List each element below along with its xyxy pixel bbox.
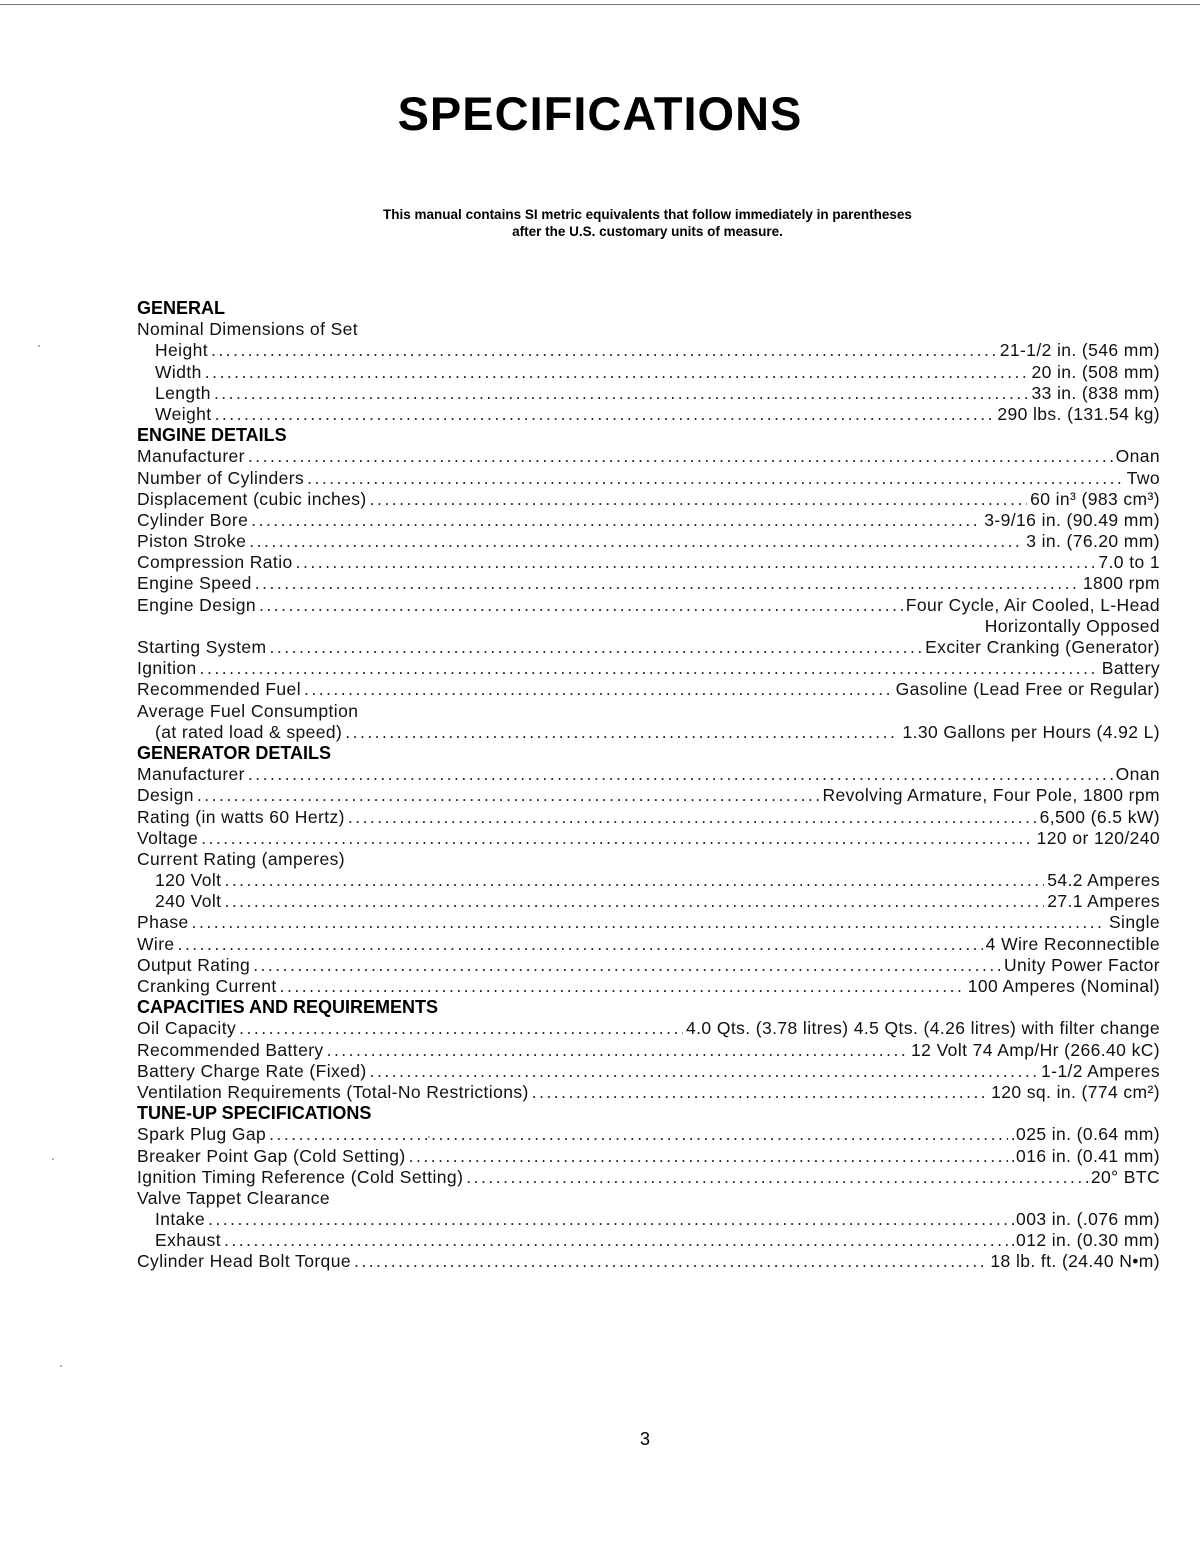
dot-leader bbox=[224, 1230, 1008, 1251]
spec-label: Wire bbox=[137, 933, 175, 954]
spec-label: Rating (in watts 60 Hertz) bbox=[137, 806, 345, 827]
scan-speck bbox=[60, 1365, 62, 1367]
spec-row-intake bbox=[137, 1209, 1160, 1230]
spec-label: Ventilation Requirements (Total-No Restrictions) bbox=[137, 1081, 529, 1102]
spec-label: Cranking Current bbox=[137, 976, 277, 996]
spec-label: Height bbox=[155, 340, 208, 361]
spec-value: 4.0 Qts. (3.78 litres) 4.5 Qts. (4.26 litres) with filter change bbox=[686, 1018, 1160, 1039]
spec-row-engine-speed bbox=[137, 573, 1160, 594]
spec-value: .012 in. (0.30 mm) bbox=[1010, 1230, 1160, 1251]
spec-value: 1-1/2 Amperes bbox=[1040, 1060, 1160, 1081]
spec-row-120-volt bbox=[137, 870, 1160, 891]
intro-line: after the U.S. customary units of measure. bbox=[512, 224, 783, 239]
spec-row-height bbox=[137, 340, 1160, 361]
top-rule bbox=[0, 4, 1200, 5]
spec-value: Single bbox=[1108, 912, 1160, 933]
dot-leader bbox=[348, 807, 1037, 828]
dot-leader bbox=[208, 1209, 1008, 1230]
spec-label: Starting System bbox=[137, 637, 267, 657]
dot-leader bbox=[259, 595, 903, 616]
page-number: 3 bbox=[639, 1429, 650, 1449]
spec-value: Four Cycle, Air Cooled, L-Head bbox=[905, 594, 1160, 615]
spec-label: Width bbox=[155, 361, 202, 382]
dot-leader bbox=[280, 976, 965, 997]
spec-value: Onan bbox=[1115, 764, 1160, 785]
spec-label: Ignition bbox=[137, 658, 197, 679]
spec-value: 12 Volt 74 Amp/Hr (266.40 kC) bbox=[911, 1039, 1160, 1060]
spec-value: 20° BTC bbox=[1090, 1166, 1160, 1187]
spec-value: 290 lbs. (131.54 kg) bbox=[997, 403, 1160, 424]
subheading-fuel-consumption: Average Fuel Consumption bbox=[137, 700, 359, 721]
dot-leader bbox=[200, 658, 1099, 679]
spec-label: Design bbox=[137, 785, 194, 806]
spec-value: 18 lb. ft. (24.40 N•m) bbox=[990, 1251, 1160, 1272]
spec-label: Compression Ratio bbox=[137, 552, 293, 573]
dot-leader bbox=[307, 468, 1124, 489]
spec-value: Two bbox=[1126, 467, 1160, 488]
spec-row-phase bbox=[137, 912, 1160, 933]
dot-leader bbox=[354, 1251, 987, 1272]
spec-row-weight bbox=[137, 404, 1160, 425]
page-title: SPECIFICATIONS bbox=[397, 87, 803, 140]
spec-row-ignition bbox=[137, 658, 1160, 679]
dot-leader bbox=[224, 870, 1044, 891]
spec-row-width bbox=[137, 362, 1160, 383]
spec-value: Unity Power Factor bbox=[1004, 954, 1160, 975]
spec-label: Displacement (cubic inches) bbox=[137, 488, 367, 509]
spec-row-output-rating bbox=[137, 955, 1160, 976]
spec-label: Recommended Fuel bbox=[137, 679, 301, 700]
spec-label: Piston Stroke bbox=[137, 531, 247, 552]
dot-leader bbox=[370, 489, 1027, 510]
spec-row-compression bbox=[137, 552, 1160, 573]
section-heading-generator: GENERATOR DETAILS bbox=[137, 742, 332, 763]
spec-value: Exciter Cranking (Generator) bbox=[925, 637, 1160, 657]
spec-row-displacement bbox=[137, 489, 1160, 510]
dot-leader bbox=[327, 1040, 908, 1061]
dot-leader bbox=[409, 1146, 1008, 1167]
dot-leader bbox=[248, 764, 1113, 785]
spec-value: 1.30 Gallons per Hours (4.92 L) bbox=[902, 721, 1160, 742]
spec-label: Cylinder Head Bolt Torque bbox=[137, 1251, 351, 1272]
spec-label: Length bbox=[155, 382, 211, 403]
spec-row-engine-manufacturer bbox=[137, 446, 1160, 467]
spec-label: Recommended Battery bbox=[137, 1039, 324, 1060]
dot-leader bbox=[370, 1061, 1038, 1082]
intro-note bbox=[0, 206, 1200, 240]
spec-row-cylinders bbox=[137, 468, 1160, 489]
spec-label: Engine Design bbox=[137, 594, 257, 615]
spec-row-rating bbox=[137, 807, 1160, 828]
section-heading-capacities: CAPACITIES AND REQUIREMENTS bbox=[137, 997, 439, 1018]
spec-row-240-volt bbox=[137, 891, 1160, 912]
spec-value: 1800 rpm bbox=[1082, 573, 1160, 594]
spec-value: Battery bbox=[1101, 658, 1160, 679]
spec-row-ignition-timing bbox=[137, 1167, 1160, 1188]
spec-row-engine-design bbox=[137, 595, 1160, 616]
dot-leader bbox=[466, 1167, 1088, 1188]
spec-value-continued: Horizontally Opposed bbox=[984, 615, 1160, 636]
dot-leader bbox=[201, 828, 1033, 849]
dot-leader bbox=[211, 340, 997, 361]
spec-label: Oil Capacity bbox=[137, 1018, 237, 1039]
spec-row-wire bbox=[137, 934, 1160, 955]
spec-label: Output Rating bbox=[137, 954, 251, 975]
dot-leader bbox=[532, 1082, 988, 1103]
spec-row-exhaust bbox=[137, 1230, 1160, 1251]
spec-label: Exhaust bbox=[155, 1230, 222, 1251]
specifications-list bbox=[137, 298, 1160, 1273]
dot-leader bbox=[345, 722, 899, 743]
subheading-current-rating: Current Rating (amperes) bbox=[137, 848, 346, 869]
subheading-valve-clearance: Valve Tappet Clearance bbox=[137, 1187, 330, 1208]
spec-value: Onan bbox=[1115, 446, 1160, 467]
spec-value: 120 or 120/240 bbox=[1036, 827, 1160, 848]
spec-label: Manufacturer bbox=[137, 764, 245, 785]
spec-value: Gasoline (Lead Free or Regular) bbox=[895, 679, 1160, 700]
spec-value: 20 in. (508 mm) bbox=[1031, 361, 1160, 382]
spec-value: 21-1/2 in. (546 mm) bbox=[999, 340, 1160, 361]
spec-value: 60 in³ (983 cm³) bbox=[1030, 488, 1160, 509]
dot-leader bbox=[249, 531, 1023, 552]
dot-leader bbox=[192, 912, 1106, 933]
spec-value: 7.0 to 1 bbox=[1098, 552, 1160, 573]
spec-label: Phase bbox=[137, 912, 189, 933]
spec-label: 120 Volt bbox=[155, 870, 222, 891]
spec-value: .025 in. (0.64 mm) bbox=[1010, 1124, 1160, 1145]
spec-label: Number of Cylinders bbox=[137, 467, 305, 488]
spec-row-ventilation bbox=[137, 1082, 1160, 1103]
spec-value: 3 in. (76.20 mm) bbox=[1026, 531, 1160, 552]
scan-speck bbox=[38, 345, 40, 347]
spec-label: Spark Plug Gap bbox=[137, 1124, 267, 1145]
spec-row-breaker-point-gap bbox=[137, 1146, 1160, 1167]
spec-value: .016 in. (0.41 mm) bbox=[1010, 1145, 1160, 1166]
spec-label: Voltage bbox=[137, 827, 199, 848]
spec-row-voltage bbox=[137, 828, 1160, 849]
dot-leader bbox=[269, 1124, 1008, 1145]
spec-label: Engine Speed bbox=[137, 573, 252, 594]
spec-row-battery bbox=[137, 1040, 1160, 1061]
spec-value: 120 sq. in. (774 cm²) bbox=[991, 1081, 1160, 1102]
spec-row-spark-plug-gap bbox=[137, 1124, 1160, 1145]
spec-value: .003 in. (.076 mm) bbox=[1010, 1209, 1160, 1230]
dot-leader bbox=[178, 934, 983, 955]
spec-row-fuel bbox=[137, 679, 1160, 700]
dot-leader bbox=[224, 891, 1044, 912]
dot-leader bbox=[304, 679, 893, 700]
intro-line: This manual contains SI metric equivalents that follow immediately in parentheses bbox=[383, 207, 912, 222]
subheading-dimensions: Nominal Dimensions of Set bbox=[137, 319, 359, 340]
dot-leader bbox=[214, 383, 1029, 404]
scan-speck bbox=[428, 1136, 430, 1138]
dot-leader bbox=[215, 404, 995, 425]
spec-label: Ignition Timing Reference (Cold Setting) bbox=[137, 1166, 464, 1187]
spec-row-charge-rate bbox=[137, 1061, 1160, 1082]
spec-value: 27.1 Amperes bbox=[1047, 891, 1160, 912]
dot-leader bbox=[296, 552, 1096, 573]
spec-value: Revolving Armature, Four Pole, 1800 rpm bbox=[822, 785, 1160, 806]
spec-row-bore bbox=[137, 510, 1160, 531]
spec-value: 6,500 (6.5 kW) bbox=[1039, 806, 1160, 827]
spec-label: (at rated load & speed) bbox=[155, 721, 343, 742]
scan-speck bbox=[52, 1158, 54, 1160]
dot-leader bbox=[270, 637, 923, 658]
spec-value: 3-9/16 in. (90.49 mm) bbox=[984, 509, 1160, 530]
spec-row-fuel-consumption bbox=[137, 722, 1160, 743]
dot-leader bbox=[255, 573, 1080, 594]
spec-row-cranking-current bbox=[137, 976, 1160, 997]
dot-leader bbox=[197, 785, 820, 806]
spec-row-length bbox=[137, 383, 1160, 404]
spec-row-generator-design bbox=[137, 785, 1160, 806]
spec-value: 54.2 Amperes bbox=[1047, 870, 1160, 891]
spec-row-oil-capacity bbox=[137, 1018, 1160, 1039]
spec-row-generator-manufacturer bbox=[137, 764, 1160, 785]
spec-label: Battery Charge Rate (Fixed) bbox=[137, 1060, 367, 1081]
dot-leader bbox=[253, 955, 1001, 976]
section-heading-tuneup: TUNE-UP SPECIFICATIONS bbox=[137, 1103, 372, 1124]
spec-label: Weight bbox=[155, 403, 212, 424]
section-heading-engine: ENGINE DETAILS bbox=[137, 425, 287, 446]
spec-label: Manufacturer bbox=[137, 446, 245, 467]
spec-label: 240 Volt bbox=[155, 891, 222, 912]
spec-row-head-bolt-torque bbox=[137, 1251, 1160, 1272]
spec-value: 4 Wire Reconnectible bbox=[985, 933, 1160, 954]
dot-leader bbox=[251, 510, 981, 531]
dot-leader bbox=[239, 1018, 683, 1039]
spec-value: 100 Amperes (Nominal) bbox=[967, 976, 1160, 996]
spec-row-starting-system bbox=[137, 637, 1160, 658]
spec-label: Breaker Point Gap (Cold Setting) bbox=[137, 1145, 406, 1166]
spec-label: Intake bbox=[155, 1209, 206, 1230]
dot-leader bbox=[205, 362, 1029, 383]
spec-value: 33 in. (838 mm) bbox=[1031, 382, 1160, 403]
section-heading-general: GENERAL bbox=[137, 298, 226, 318]
spec-label: Cylinder Bore bbox=[137, 509, 249, 530]
spec-row-stroke bbox=[137, 531, 1160, 552]
dot-leader bbox=[248, 446, 1113, 467]
